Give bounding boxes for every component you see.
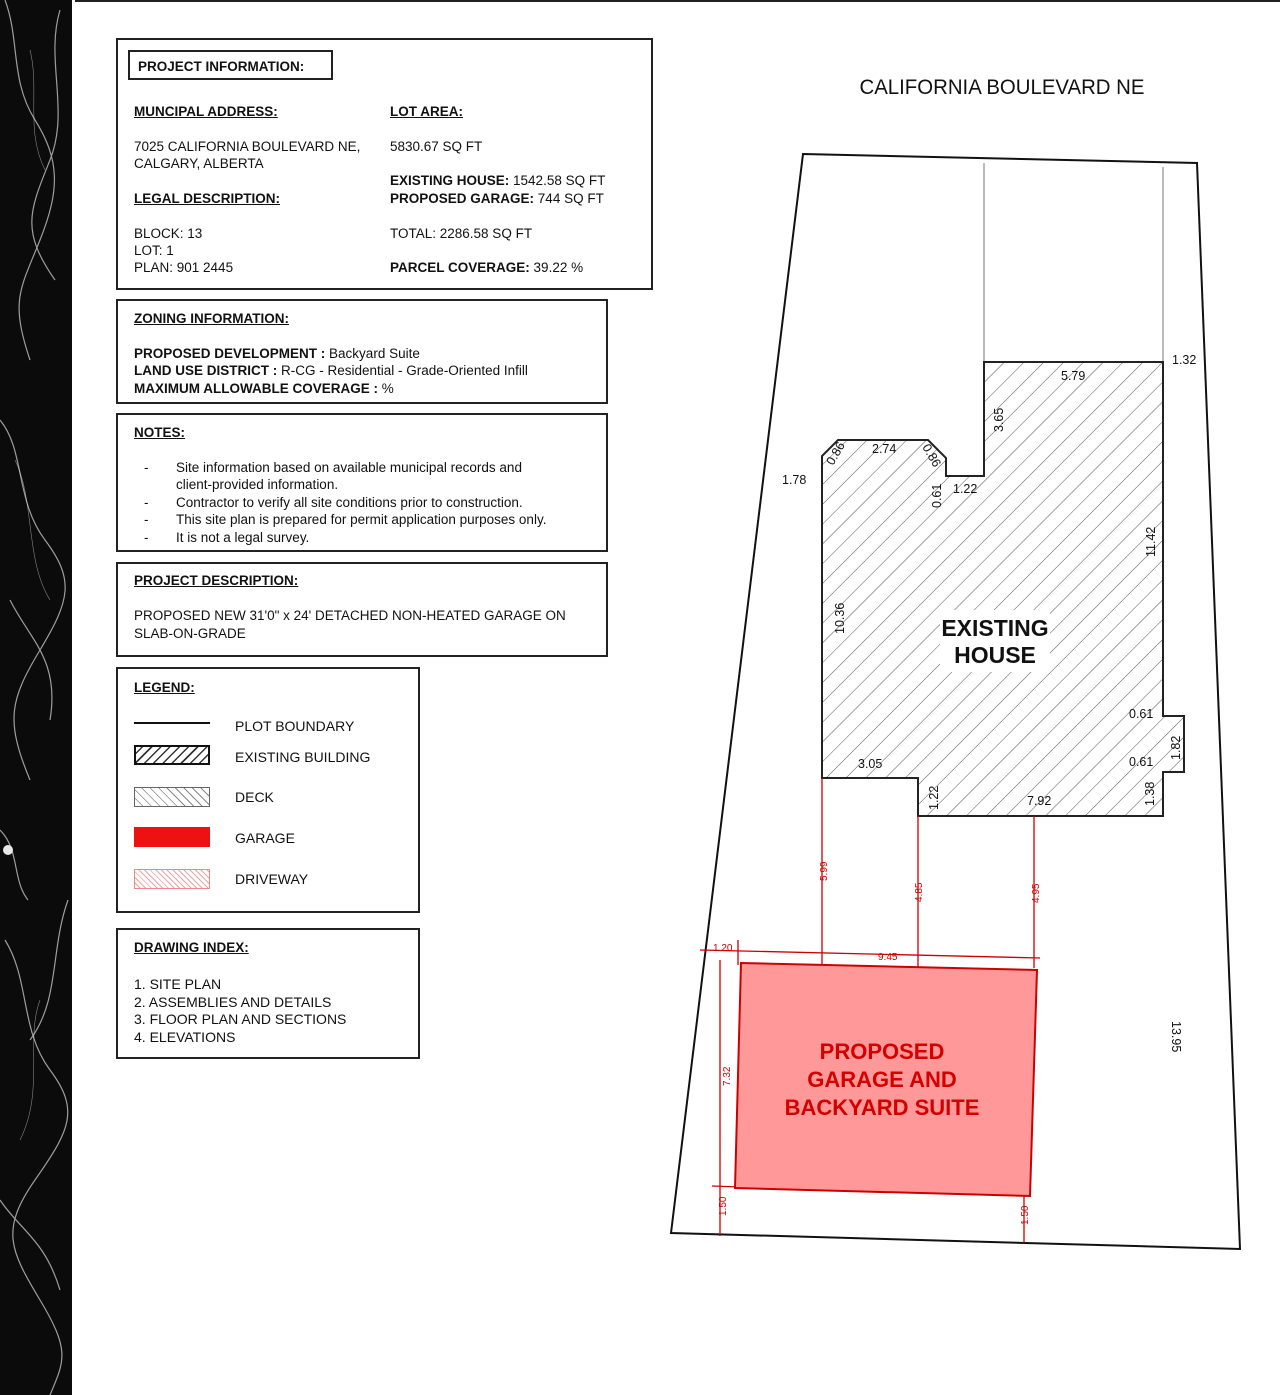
dim-text: 3.65	[992, 407, 1006, 432]
legend-deck-label: DECK	[235, 789, 274, 805]
max-allowable-coverage: MAXIMUM ALLOWABLE COVERAGE : %	[134, 381, 394, 396]
dim-text-red: 1.20	[713, 943, 733, 954]
dim-text: 7.92	[1027, 794, 1052, 808]
plan: PLAN: 901 2445	[134, 260, 234, 275]
dim-text: 1.78	[782, 473, 807, 487]
street-label: CALIFORNIA BOULEVARD NE	[859, 76, 1145, 99]
dim-text: 2.74	[872, 442, 897, 456]
address-line2: CALGARY, ALBERTA	[134, 156, 264, 171]
existing-house-area: EXISTING HOUSE: 1542.58 SQ FT	[390, 173, 606, 188]
notes-header: NOTES:	[134, 425, 186, 440]
address-line1: 7025 CALIFORNIA BOULEVARD NE,	[134, 139, 361, 154]
dim-text: 0.61	[930, 483, 944, 508]
block: BLOCK: 13	[134, 226, 203, 241]
dim-text-red: 4.95	[1031, 883, 1042, 903]
house-label: HOUSE	[954, 642, 1036, 668]
dim-text-red: 1.50	[1020, 1205, 1031, 1225]
dim-text: 1.22	[927, 785, 941, 810]
garage-label: PROPOSED	[819, 1039, 945, 1064]
lot: LOT: 1	[134, 243, 174, 258]
dim-text: 0.86	[919, 441, 944, 470]
garage-label: GARAGE AND	[807, 1067, 957, 1092]
dim-text: 1.22	[953, 482, 978, 496]
zoning-header: ZONING INFORMATION:	[134, 311, 289, 326]
project-description-line2: SLAB-ON-GRADE	[134, 626, 246, 641]
legend-garage-label: GARAGE	[235, 830, 295, 846]
land-use-district: LAND USE DISTRICT : R-CG - Residential - Grade-Oriented Infill	[134, 363, 528, 378]
dim-text: 0.61	[1129, 707, 1154, 721]
house-label: EXISTING	[941, 615, 1049, 641]
legend-existing-building-label: EXISTING BUILDING	[235, 749, 371, 765]
dim-text: 11.42	[1144, 526, 1158, 557]
dim-text: 5.79	[1061, 369, 1086, 383]
proposed-garage-area: PROPOSED GARAGE: 744 SQ FT	[390, 191, 604, 206]
dim-text-red: 7.32	[722, 1066, 733, 1086]
dim-text: 1.32	[1172, 353, 1197, 367]
project-description-line1: PROPOSED NEW 31'0" x 24' DETACHED NON-HEATED GARAGE ON	[134, 608, 566, 623]
legal-header: LEGAL DESCRIPTION:	[134, 191, 281, 206]
dim-text-red: 1.50	[718, 1196, 729, 1216]
lot-area: 5830.67 SQ FT	[390, 139, 483, 154]
dim-text-red: 4.85	[914, 882, 925, 902]
project-description-header: PROJECT DESCRIPTION:	[134, 573, 299, 588]
dim-text: 1.82	[1169, 735, 1183, 760]
dim-text: 10.36	[833, 602, 847, 634]
notes-box: NOTES: - Site information based on available municipal records and client-provided information. - Contractor to verify all site conditions prior to construction. - This site plan is prepared for permit application purposes only. - It is not a legal survey.	[116, 413, 608, 552]
dim-text-red: 9.45	[878, 952, 898, 963]
drawing-index-item: 2. ASSEMBLIES AND DETAILS	[134, 994, 332, 1010]
lot-area-header: LOT AREA:	[390, 104, 463, 119]
garage-label: BACKYARD SUITE	[784, 1095, 980, 1120]
legend-driveway-label: DRIVEWAY	[235, 871, 309, 887]
project-information-title: PROJECT INFORMATION:	[138, 59, 305, 74]
dim-text: 0.61	[1129, 755, 1154, 769]
dimension-line	[700, 950, 1040, 958]
dim-text: 13.95	[1169, 1021, 1183, 1053]
dim-text: 1.38	[1143, 781, 1157, 806]
dim-text: 3.05	[858, 757, 883, 771]
proposed-development: PROPOSED DEVELOPMENT : Backyard Suite	[134, 346, 420, 361]
parcel-coverage: PARCEL COVERAGE: 39.22 %	[390, 260, 584, 275]
drawing-index-item: 4. ELEVATIONS	[134, 1029, 236, 1045]
dim-text: 0.86	[823, 439, 848, 468]
address-header: MUNCIPAL ADDRESS:	[134, 104, 278, 119]
drawing-index-item: 1. SITE PLAN	[134, 976, 222, 992]
legend-plot-boundary-label: PLOT BOUNDARY	[235, 718, 355, 734]
total-area: TOTAL: 2286.58 SQ FT	[390, 226, 533, 241]
drawing-index-item: 3. FLOOR PLAN AND SECTIONS	[134, 1011, 347, 1027]
dim-text-red: 5.99	[819, 861, 830, 881]
drawing-index-header: DRAWING INDEX:	[134, 940, 249, 955]
legend-header: LEGEND:	[134, 680, 195, 695]
